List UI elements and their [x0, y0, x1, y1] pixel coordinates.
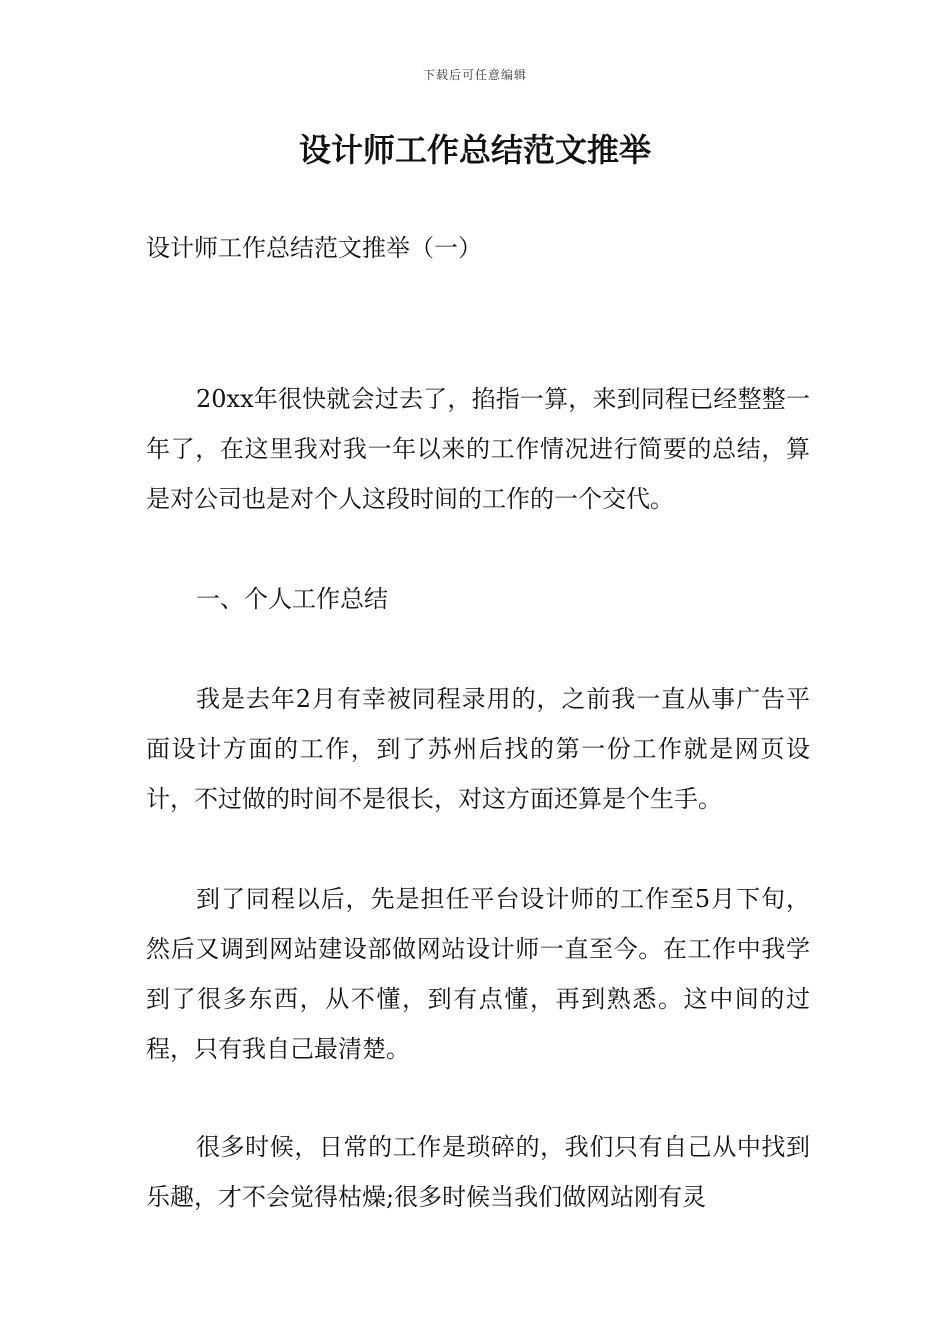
section-heading-personal-summary: 一、个人工作总结 [196, 585, 388, 613]
section-subtitle: 设计师工作总结范文推举（一） [146, 234, 482, 262]
paragraph-daily-work: 很多时候，日常的工作是琐碎的，我们只有自己从中找到乐趣，才不会觉得枯燥;很多时候当我们做网站刚有灵 [146, 1133, 810, 1211]
paragraph-career-progress: 到了同程以后，先是担任平台设计师的工作至5月下旬，然后又调到网站建设部做网站设计师一直至今。在工作中我学到了很多东西，从不懂，到有点懂，再到熟悉。这中间的过程，只有我自己最清楚。 [146, 885, 810, 1063]
header-note: 下载后可任意编辑 [422, 68, 527, 82]
document-title: 设计师工作总结范文推举 [298, 131, 651, 169]
paragraph-intro: 20xx年很快就会过去了，掐指一算，来到同程已经整整一年了，在这里我对我一年以来的工作情况进行简要的总结，算是对公司也是对个人这段时间的工作的一个交代。 [146, 385, 810, 513]
paragraph-hiring: 我是去年2月有幸被同程录用的，之前我一直从事广告平面设计方面的工作，到了苏州后找的第一份工作就是网页设计，不过做的时间不是很长，对这方面还算是个生手。 [146, 685, 810, 813]
